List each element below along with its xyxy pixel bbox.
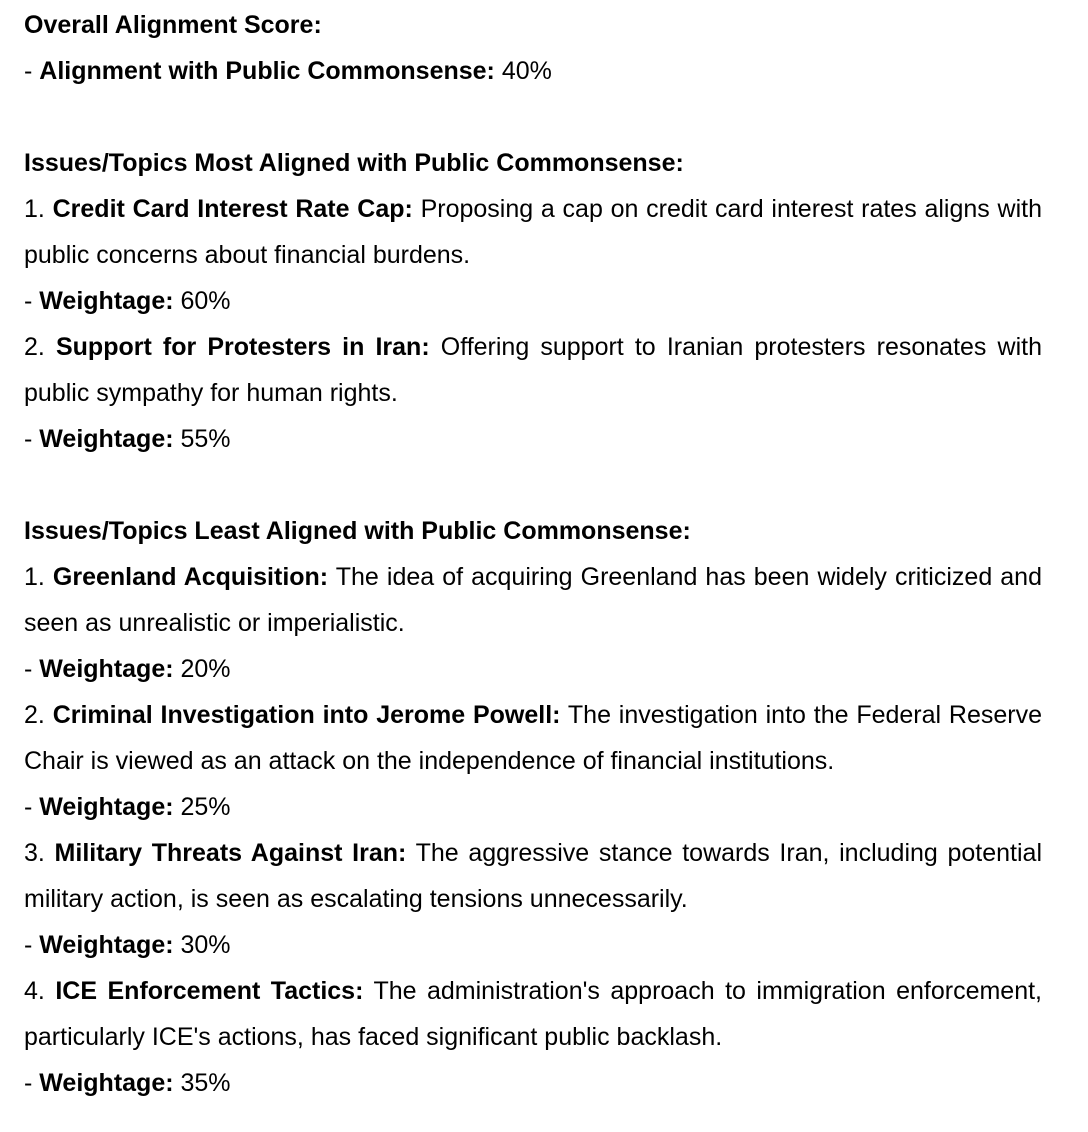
weightage-label: Weightage: bbox=[39, 793, 174, 821]
section-spacer bbox=[24, 462, 1042, 508]
item-text: Proposing a cap on credit card interest rates aligns with public concerns about financial burdens. bbox=[24, 195, 1042, 269]
item-title: Credit Card Interest Rate Cap: bbox=[52, 195, 413, 223]
item-paragraph: 2. Criminal Investigation into Jerome Powell: The investigation into the Federal Reserve Chair is viewed as an attack on the independence of financial institutions. bbox=[24, 701, 1043, 775]
list-item bbox=[24, 554, 1042, 692]
weightage-line: - Weightage: 20% bbox=[24, 655, 231, 683]
item-text: The aggressive stance towards Iran, including potential military action, is seen as escalating tensions unnecessarily. bbox=[24, 839, 1043, 913]
item-text: The administration's approach to immigration enforcement, particularly ICE's actions, has faced significant public backlash. bbox=[24, 977, 1042, 1051]
item-paragraph: 2. Support for Protesters in Iran: Offering support to Iranian protesters resonates with public sympathy for human rights. bbox=[24, 333, 1043, 407]
overall-alignment-line: - Alignment with Public Commonsense: 40% bbox=[24, 57, 552, 85]
weightage-value: 35% bbox=[180, 1069, 231, 1097]
item-text: The idea of acquiring Greenland has been widely criticized and seen as unrealistic or imperialistic. bbox=[24, 563, 1042, 637]
weightage-line: - Weightage: 55% bbox=[24, 425, 231, 453]
item-paragraph: 4. ICE Enforcement Tactics: The administration's approach to immigration enforcement, particularly ICE's actions, has faced significant public backlash. bbox=[24, 977, 1042, 1051]
least-aligned-heading: Issues/Topics Least Aligned with Public Commonsense: bbox=[24, 517, 691, 545]
overall-heading: Overall Alignment Score: bbox=[24, 11, 322, 39]
list-item bbox=[24, 968, 1042, 1106]
item-title: Criminal Investigation into Jerome Powell: bbox=[52, 701, 561, 729]
list-item bbox=[24, 830, 1042, 968]
item-paragraph: 3. Military Threats Against Iran: The aggressive stance towards Iran, including potential military action, is seen as escalating tensions unnecessarily. bbox=[24, 839, 1043, 913]
weightage-line: - Weightage: 25% bbox=[24, 793, 231, 821]
weightage-line: - Weightage: 60% bbox=[24, 287, 231, 315]
document-body bbox=[24, 2, 1042, 1106]
weightage-value: 60% bbox=[180, 287, 231, 315]
alignment-value: 40% bbox=[501, 57, 552, 85]
most-aligned-section bbox=[24, 140, 1042, 462]
item-text: Offering support to Iranian protesters resonates with public sympathy for human rights. bbox=[24, 333, 1043, 407]
weightage-label: Weightage: bbox=[39, 931, 174, 959]
item-title: Support for Protesters in Iran: bbox=[55, 333, 430, 361]
item-text: The investigation into the Federal Reserve Chair is viewed as an attack on the independence of financial institutions. bbox=[24, 701, 1043, 775]
weightage-value: 30% bbox=[180, 931, 231, 959]
alignment-label: Alignment with Public Commonsense: bbox=[39, 57, 495, 85]
weightage-label: Weightage: bbox=[39, 655, 174, 683]
item-title: ICE Enforcement Tactics: bbox=[55, 977, 364, 1005]
weightage-value: 25% bbox=[180, 793, 231, 821]
weightage-value: 55% bbox=[180, 425, 231, 453]
weightage-line: - Weightage: 35% bbox=[24, 1069, 231, 1097]
weightage-label: Weightage: bbox=[39, 1069, 174, 1097]
section-spacer bbox=[24, 94, 1042, 140]
item-title: Military Threats Against Iran: bbox=[54, 839, 407, 867]
item-title: Greenland Acquisition: bbox=[52, 563, 329, 591]
list-item bbox=[24, 186, 1042, 324]
list-item bbox=[24, 692, 1042, 830]
overall-section bbox=[24, 2, 1042, 94]
least-aligned-section bbox=[24, 508, 1042, 1106]
item-paragraph: 1. Credit Card Interest Rate Cap: Proposing a cap on credit card interest rates aligns with public concerns about financial burdens. bbox=[24, 195, 1042, 269]
list-item bbox=[24, 324, 1042, 462]
weightage-line: - Weightage: 30% bbox=[24, 931, 231, 959]
weightage-label: Weightage: bbox=[39, 425, 174, 453]
most-aligned-heading: Issues/Topics Most Aligned with Public Commonsense: bbox=[24, 149, 684, 177]
weightage-label: Weightage: bbox=[39, 287, 174, 315]
item-paragraph: 1. Greenland Acquisition: The idea of acquiring Greenland has been widely criticized and seen as unrealistic or imperialistic. bbox=[24, 563, 1042, 637]
weightage-value: 20% bbox=[180, 655, 231, 683]
